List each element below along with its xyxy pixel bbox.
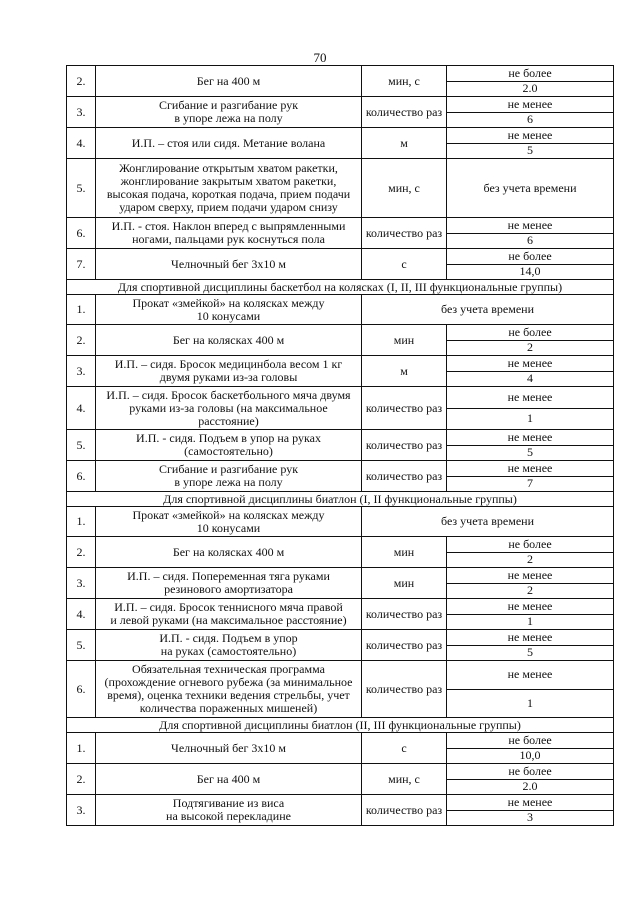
- table-row: [67, 764, 614, 795]
- row-number: 1.: [67, 733, 96, 764]
- table-row: [67, 430, 614, 461]
- row-number: 1.: [67, 295, 96, 325]
- norm-value: 2.0: [447, 779, 613, 795]
- norm-label: без учета времени: [362, 507, 614, 537]
- norm-label: не менее: [507, 794, 553, 809]
- table-row: [67, 507, 614, 537]
- exercise-name: Прокат «змейкой» на колясках между 10 конусами: [96, 507, 362, 537]
- section-header: Для спортивной дисциплины баскетбол на колясках (I, II, III функциональные группы): [67, 280, 614, 295]
- exercise-name: Прокат «змейкой» на колясках между 10 конусами: [96, 295, 362, 325]
- norm-value: 6: [447, 112, 613, 128]
- norm-cell: [447, 661, 614, 718]
- norm-cell: [447, 249, 614, 280]
- norm-value: 14,0: [447, 264, 613, 280]
- exercise-name: Челночный бег 3x10 м: [96, 733, 362, 764]
- norm-label: не менее: [507, 598, 553, 613]
- norm-label: не более: [508, 248, 552, 263]
- norm-cell: [447, 537, 614, 568]
- row-number: 2.: [67, 537, 96, 568]
- norm-label: не менее: [507, 667, 553, 682]
- table-row: [67, 661, 614, 718]
- row-number: 3.: [67, 97, 96, 128]
- table-row: [67, 325, 614, 356]
- norm-value: 7: [447, 476, 613, 492]
- row-number: 2.: [67, 66, 96, 97]
- row-number: 3.: [67, 356, 96, 387]
- norm-label: не более: [508, 65, 552, 80]
- table-row: [67, 218, 614, 249]
- table-row: [67, 630, 614, 661]
- unit-cell: количество раз: [362, 795, 447, 826]
- norm-cell: [447, 461, 614, 492]
- exercise-name: И.П. - сидя. Подъем в упор на руках (самостоятельно): [96, 430, 362, 461]
- exercise-name: И.П. - стоя. Наклон вперед с выпрямленными ногами, пальцами рук коснуться пола: [96, 218, 362, 249]
- norm-cell: [447, 430, 614, 461]
- norm-label: не менее: [507, 96, 553, 111]
- norm-label: не менее: [507, 460, 553, 475]
- exercise-name: Бег на 400 м: [96, 764, 362, 795]
- exercise-name: Сгибание и разгибание рук в упоре лежа на полу: [96, 97, 362, 128]
- norm-value: 2: [447, 552, 613, 568]
- exercise-name: И.П. – сидя. Бросок баскетбольного мяча двумя руками из-за головы (на максимальное расстояние): [96, 387, 362, 430]
- norm-cell: [447, 795, 614, 826]
- exercise-name: Бег на колясках 400 м: [96, 537, 362, 568]
- norm-value: 2: [447, 340, 613, 356]
- row-number: 1.: [67, 507, 96, 537]
- norm-label: не менее: [507, 217, 553, 232]
- norm-cell: [447, 630, 614, 661]
- norm-value: 4: [447, 371, 613, 387]
- exercise-name: И.П. - сидя. Подъем в упор на руках (самостоятельно): [96, 630, 362, 661]
- unit-cell: мин: [362, 325, 447, 356]
- row-number: 6.: [67, 461, 96, 492]
- table-row: [67, 461, 614, 492]
- norms-table: [66, 65, 614, 826]
- unit-cell: мин: [362, 568, 447, 599]
- norm-cell: [447, 733, 614, 764]
- table-row: [67, 795, 614, 826]
- unit-cell: мин, с: [362, 66, 447, 97]
- unit-cell: с: [362, 733, 447, 764]
- row-number: 4.: [67, 128, 96, 159]
- norm-label: не более: [508, 732, 552, 747]
- norm-label: не более: [508, 763, 552, 778]
- norm-value: 5: [447, 445, 613, 461]
- unit-cell: м: [362, 128, 447, 159]
- section-header: Для спортивной дисциплины биатлон (II, III функциональные группы): [67, 718, 614, 733]
- row-number: 5.: [67, 630, 96, 661]
- table-row: [67, 128, 614, 159]
- norm-value: 3: [447, 810, 613, 826]
- norm-value: 5: [447, 143, 613, 159]
- unit-cell: количество раз: [362, 599, 447, 630]
- table-row: [67, 356, 614, 387]
- table-row: [67, 249, 614, 280]
- table-row: [67, 733, 614, 764]
- table-row: [67, 97, 614, 128]
- norm-label: не менее: [507, 127, 553, 142]
- norm-label: не менее: [507, 629, 553, 644]
- norm-value: 1: [447, 689, 613, 718]
- norm-cell: [447, 159, 614, 218]
- norm-cell: [447, 97, 614, 128]
- table-row: [67, 537, 614, 568]
- unit-cell: количество раз: [362, 430, 447, 461]
- table-row: [67, 159, 614, 218]
- row-number: 3.: [67, 568, 96, 599]
- row-number: 4.: [67, 599, 96, 630]
- unit-cell: м: [362, 356, 447, 387]
- exercise-name: Челночный бег 3x10 м: [96, 249, 362, 280]
- norm-value: 2.0: [447, 81, 613, 97]
- norm-label: без учета времени: [483, 180, 577, 195]
- norm-cell: [447, 599, 614, 630]
- norm-label: не менее: [507, 567, 553, 582]
- table-row: [67, 387, 614, 430]
- section-row: [67, 718, 614, 733]
- norm-cell: [447, 218, 614, 249]
- norm-value: 2: [447, 583, 613, 599]
- norm-cell: [447, 66, 614, 97]
- exercise-name: Сгибание и разгибание рук в упоре лежа на полу: [96, 461, 362, 492]
- row-number: 2.: [67, 325, 96, 356]
- unit-cell: количество раз: [362, 661, 447, 718]
- exercise-name: Жонглирование открытым хватом ракетки, жонглирование закрытым хватом ракетки, высокая подача, короткая подача, прием подачи ударом сверху, прием подачи ударом снизу: [96, 159, 362, 218]
- table-row: [67, 295, 614, 325]
- section-row: [67, 280, 614, 295]
- norm-cell: [447, 356, 614, 387]
- row-number: 4.: [67, 387, 96, 430]
- norm-label: без учета времени: [362, 295, 614, 325]
- row-number: 6.: [67, 218, 96, 249]
- table-row: [67, 66, 614, 97]
- norm-label: не менее: [507, 355, 553, 370]
- norm-value: 10,0: [447, 748, 613, 764]
- unit-cell: мин, с: [362, 764, 447, 795]
- row-number: 2.: [67, 764, 96, 795]
- norm-value: 1: [447, 614, 613, 630]
- exercise-name: Подтягивание из виса на высокой перекладине: [96, 795, 362, 826]
- norm-label: не более: [508, 536, 552, 551]
- exercise-name: Бег на 400 м: [96, 66, 362, 97]
- norm-cell: [447, 128, 614, 159]
- norm-value: 1: [447, 408, 613, 430]
- norm-label: не менее: [507, 389, 553, 404]
- unit-cell: мин: [362, 537, 447, 568]
- unit-cell: количество раз: [362, 218, 447, 249]
- unit-cell: количество раз: [362, 387, 447, 430]
- unit-cell: количество раз: [362, 630, 447, 661]
- exercise-name: И.П. – стоя или сидя. Метание волана: [96, 128, 362, 159]
- norm-cell: [447, 568, 614, 599]
- norm-value: 5: [447, 645, 613, 661]
- norm-cell: [447, 387, 614, 430]
- section-row: [67, 492, 614, 507]
- unit-cell: количество раз: [362, 97, 447, 128]
- row-number: 7.: [67, 249, 96, 280]
- exercise-name: И.П. – сидя. Бросок теннисного мяча правой и левой руками (на максимальное расстояние): [96, 599, 362, 630]
- exercise-name: Обязательная техническая программа (прохождение огневого рубежа (за минимальное время), оценка техники ведения стрельбы, учет количества пораженных мишеней): [96, 661, 362, 718]
- norm-cell: [447, 325, 614, 356]
- section-header: Для спортивной дисциплины биатлон (I, II функциональные группы): [67, 492, 614, 507]
- norm-label: не более: [508, 324, 552, 339]
- norm-cell: [447, 764, 614, 795]
- table-row: [67, 568, 614, 599]
- exercise-name: Бег на колясках 400 м: [96, 325, 362, 356]
- row-number: 3.: [67, 795, 96, 826]
- row-number: 5.: [67, 430, 96, 461]
- table-row: [67, 599, 614, 630]
- norm-value: 6: [447, 233, 613, 249]
- exercise-name: И.П. – сидя. Бросок медицинбола весом 1 кг двумя руками из-за головы: [96, 356, 362, 387]
- unit-cell: мин, с: [362, 159, 447, 218]
- exercise-name: И.П. – сидя. Попеременная тяга руками резинового амортизатора: [96, 568, 362, 599]
- page-number: 70: [313, 50, 327, 65]
- unit-cell: с: [362, 249, 447, 280]
- norm-label: не менее: [507, 429, 553, 444]
- unit-cell: количество раз: [362, 461, 447, 492]
- row-number: 5.: [67, 159, 96, 218]
- row-number: 6.: [67, 661, 96, 718]
